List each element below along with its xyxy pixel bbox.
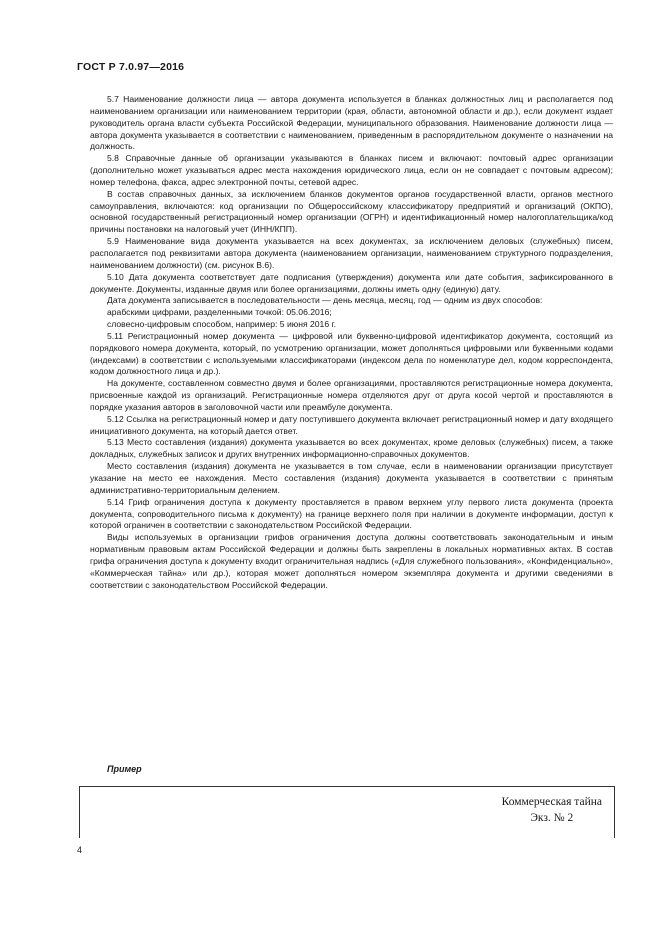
paragraph-5-14: 5.14 Гриф ограничения доступа к документу проставляется в правом верхнем углу первого листа документа (проекта документа, сопроводительного письма к документу) на границе верхнего поля при наличии в документе информации, доступ к которой ограничен в соответствии с законодательством Российской Федерации. (90, 496, 613, 531)
paragraph-5-13-place: Место составления (издания) документа не указывается в том случае, если в наименовании организации присутствует указание на место ее нахождения. Место составления (издания) документа указывается в соответствии с принятым административно-территориальным делением. (90, 461, 613, 495)
example-label: Пример (107, 764, 142, 774)
stamp-line-1: Коммерческая тайна (501, 796, 602, 808)
paragraph-5-13: 5.13 Место составления (издания) документа указывается во всех документах, кроме деловых (служебных) писем, а также докладных, служебных записок и других внутренних информационно-справочных документов. (90, 437, 613, 460)
list-item-arabic-digits: арабскими цифрами, разделенными точкой: 05.06.2016; (107, 307, 332, 318)
paragraph-5-10-date-format: Дата документа записывается в последовательности — день месяца, месяц, год — одним из двух способов: (107, 295, 543, 306)
paragraph-5-7: 5.7 Наименование должности лица — автора документа используется в бланках должностных лиц и располагается под наименованием организации или наименованием территории (края, области, автономной области и др.), если документ издает руководитель органа власти субъекта Российской Федерации, муниципального образования. Наименование должности лица — автора документа указывается в соответствии с наименованием, приведенным в распорядительном документе о назначении на должность. (90, 94, 613, 152)
paragraph-5-11: 5.11 Регистрационный номер документа — цифровой или буквенно-цифровой идентификатор документа, состоящий из порядкового номера документа, который, по усмотрению организации, может дополняться цифровыми или буквенными кодами (индексами) в соответствии с используемыми классификаторами (индексом дела по номенклатуре дел, кодом корреспондента, кодом должностного лица и др.). (90, 330, 613, 377)
document-header: ГОСТ Р 7.0.97—2016 (77, 61, 185, 73)
example-box (79, 786, 615, 838)
paragraph-5-9: 5.9 Наименование вида документа указывается на всех документах, за исключением деловых (служебных) писем, располагается под реквизитами автора документа (наименованием организации, наименованием структурного подразделения, наименованием должности) (см. рисунок В.6). (90, 236, 613, 270)
paragraph-5-8-reference-data: В состав справочных данных, за исключением бланков документов органов государственной власти, органов местного самоуправления, включаются: код организации по Общероссийскому классификатору предприятий и организаций (ОКПО), основной государственный регистрационный номер организации (ОГРН) и идентификационный номер налогоплательщика/код причины постановки на налоговый учет (ИНН/КПП). (90, 188, 613, 235)
list-item-verbal-numeric: словесно-цифровым способом, например: 5 июня 2016 г. (107, 319, 336, 330)
stamp-line-2: Экз. № 2 (530, 812, 574, 824)
paragraph-5-11-joint-documents: На документе, составленном совместно двумя и более организациями, проставляются регистрационные номера документа, присвоенные каждой из организаций. Регистрационные номера отделяются друг от друга косой чертой и проставляются в порядке указания авторов в заголовочной части или преамбуле документа. (90, 378, 613, 412)
page-number: 4 (77, 845, 83, 855)
access-restriction-stamp (502, 794, 602, 826)
paragraph-5-14-grif-types: Виды используемых в организации грифов ограничения доступа должны соответствовать законодательным и иным нормативным правовым актам Российской Федерации и должны быть закреплены в локальных нормативных актах. В состав грифа ограничения доступа к документу входит ограничительная надпись («Для служебного пользования», «Конфиденциально», «Коммерческая тайна» или др.), которая может дополняться номером экземпляра документа и другими сведениями в соответствии с законодательством Российской Федерации. (90, 532, 613, 590)
paragraph-5-10: 5.10 Дата документа соответствует дате подписания (утверждения) документа или дате события, зафиксированного в документе. Документы, изданные двумя или более организациями, должны иметь одну (единую) дату. (90, 271, 613, 294)
paragraph-5-8: 5.8 Справочные данные об организации указываются в бланках писем и включают: почтовый адрес организации (дополнительно может указываться адрес места нахождения юридического лица, если он не совпадает с почтовым адресом); номер телефона, факса, адрес электронной почты, сетевой адрес. (90, 153, 613, 187)
paragraph-5-12: 5.12 Ссылка на регистрационный номер и дату поступившего документа включает регистрационный номер и дату входящего инициативного документа, на который дается ответ. (90, 413, 613, 436)
document-body (90, 94, 613, 591)
